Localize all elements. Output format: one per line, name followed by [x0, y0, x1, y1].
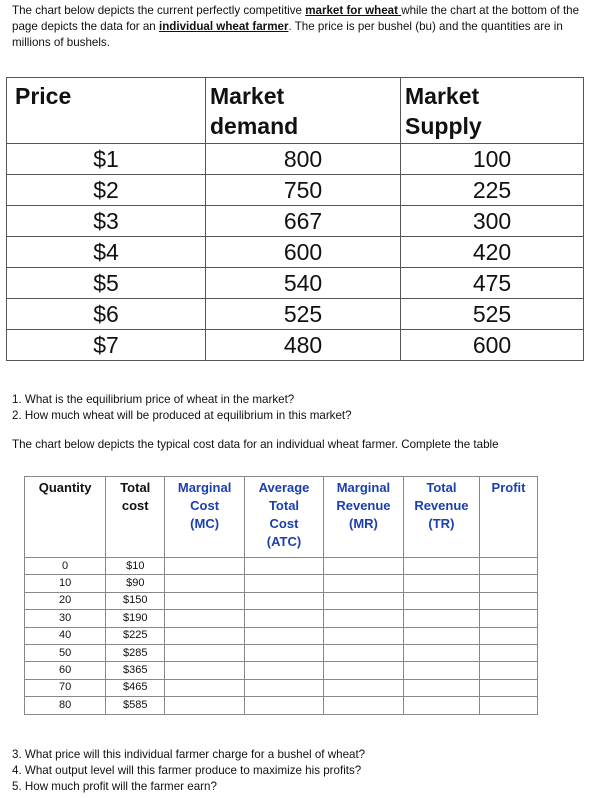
empty-answer-cell[interactable] — [480, 662, 538, 679]
header-line: (TR) — [428, 516, 455, 531]
empty-answer-cell[interactable] — [403, 558, 479, 575]
demand-cell: 600 — [206, 237, 401, 268]
intro-text-3: . The price is per bushel (bu) and the quantities are in millions of bushels. — [12, 20, 563, 49]
quantity-cell: 30 — [25, 610, 106, 627]
question-4: 4. What output level will this farmer produce to maximize his profits? — [12, 764, 362, 777]
empty-answer-cell[interactable] — [165, 679, 245, 696]
quantity-cell: 80 — [25, 697, 106, 714]
empty-answer-cell[interactable] — [165, 662, 245, 679]
price-cell: $2 — [7, 175, 206, 206]
cost-table-row — [25, 644, 538, 661]
header-line: Market — [210, 83, 285, 109]
market-header-demand — [206, 78, 401, 144]
header-line: Total — [426, 480, 457, 495]
empty-answer-cell[interactable] — [324, 697, 404, 714]
market-table-header-row — [7, 78, 584, 144]
empty-answer-cell[interactable] — [480, 592, 538, 609]
empty-answer-cell[interactable] — [165, 627, 245, 644]
total-cost-cell: $190 — [106, 610, 165, 627]
empty-answer-cell[interactable] — [324, 662, 404, 679]
demand-cell: 750 — [206, 175, 401, 206]
demand-cell: 800 — [206, 144, 401, 175]
market-table-row — [7, 144, 584, 175]
question-1: 1. What is the equilibrium price of wheat in the market? — [12, 393, 295, 406]
empty-answer-cell[interactable] — [165, 592, 245, 609]
empty-answer-cell[interactable] — [480, 558, 538, 575]
cost-table-row — [25, 679, 538, 696]
header-quantity — [25, 477, 106, 558]
supply-cell: 300 — [401, 206, 584, 237]
total-cost-cell: $465 — [106, 679, 165, 696]
empty-answer-cell[interactable] — [324, 644, 404, 661]
header-line: Cost — [190, 498, 220, 513]
empty-answer-cell[interactable] — [165, 558, 245, 575]
header-line: Market — [405, 83, 480, 109]
cost-table-row — [25, 627, 538, 644]
empty-answer-cell[interactable] — [403, 679, 479, 696]
header-line: Price — [15, 83, 72, 109]
empty-answer-cell[interactable] — [403, 592, 479, 609]
empty-answer-cell[interactable] — [324, 627, 404, 644]
intro-text-1: The chart below depicts the current perfectly competitive — [12, 4, 306, 17]
price-cell: $3 — [7, 206, 206, 237]
header-line: Profit — [491, 480, 526, 495]
cost-table — [24, 476, 538, 715]
market-table-row — [7, 206, 584, 237]
market-header-price — [7, 78, 206, 144]
empty-answer-cell[interactable] — [403, 610, 479, 627]
header-line: (MR) — [349, 516, 378, 531]
header-line: Revenue — [414, 498, 469, 513]
header-line: demand — [210, 113, 299, 139]
empty-answer-cell[interactable] — [244, 575, 323, 592]
demand-cell: 540 — [206, 268, 401, 299]
quantity-cell: 70 — [25, 679, 106, 696]
cost-table-row — [25, 697, 538, 714]
supply-cell: 600 — [401, 330, 584, 361]
empty-answer-cell[interactable] — [324, 575, 404, 592]
header-line: Total — [268, 498, 300, 513]
market-table-row — [7, 237, 584, 268]
header-line: Average — [258, 480, 310, 495]
total-cost-cell: $150 — [106, 592, 165, 609]
total-cost-cell: $585 — [106, 697, 165, 714]
header-total-revenue — [403, 477, 479, 558]
price-cell: $1 — [7, 144, 206, 175]
header-line: Quantity — [38, 480, 92, 495]
header-line: Total — [120, 480, 151, 495]
empty-answer-cell[interactable] — [244, 662, 323, 679]
total-cost-cell: $90 — [106, 575, 165, 592]
question-3: 3. What price will this individual farmer charge for a bushel of wheat? — [12, 748, 366, 761]
header-line: cost — [121, 498, 149, 513]
empty-answer-cell[interactable] — [480, 644, 538, 661]
quantity-cell: 10 — [25, 575, 106, 592]
header-line: Revenue — [336, 498, 391, 513]
total-cost-cell: $285 — [106, 644, 165, 661]
price-cell: $5 — [7, 268, 206, 299]
market-table-row — [7, 175, 584, 206]
demand-cell: 525 — [206, 299, 401, 330]
demand-cell: 480 — [206, 330, 401, 361]
empty-answer-cell[interactable] — [403, 662, 479, 679]
empty-answer-cell[interactable] — [480, 627, 538, 644]
empty-answer-cell[interactable] — [244, 592, 323, 609]
price-cell: $6 — [7, 299, 206, 330]
empty-answer-cell[interactable] — [165, 610, 245, 627]
quantity-cell: 20 — [25, 592, 106, 609]
empty-answer-cell[interactable] — [244, 610, 323, 627]
total-cost-cell: $225 — [106, 627, 165, 644]
intro-paragraph — [12, 3, 604, 51]
quantity-cell: 60 — [25, 662, 106, 679]
empty-answer-cell[interactable] — [165, 575, 245, 592]
market-table-row — [7, 299, 584, 330]
header-line: Marginal — [177, 480, 232, 495]
cost-table-intro: The chart below depicts the typical cost data for an individual wheat farmer. Complete the table — [12, 438, 499, 451]
supply-cell: 100 — [401, 144, 584, 175]
empty-answer-cell[interactable] — [324, 610, 404, 627]
quantity-cell: 40 — [25, 627, 106, 644]
questions-part-b — [12, 747, 365, 795]
supply-cell: 420 — [401, 237, 584, 268]
market-table-row — [7, 268, 584, 299]
total-cost-cell: $365 — [106, 662, 165, 679]
empty-answer-cell[interactable] — [403, 697, 479, 714]
empty-answer-cell[interactable] — [244, 644, 323, 661]
question-5: 5. How much profit will the farmer earn? — [12, 780, 217, 793]
header-line: (ATC) — [266, 534, 302, 549]
total-cost-cell: $10 — [106, 558, 165, 575]
cost-table-row — [25, 558, 538, 575]
empty-answer-cell[interactable] — [244, 679, 323, 696]
supply-cell: 525 — [401, 299, 584, 330]
empty-answer-cell[interactable] — [244, 558, 323, 575]
price-cell: $4 — [7, 237, 206, 268]
question-2: 2. How much wheat will be produced at equilibrium in this market? — [12, 409, 352, 422]
market-header-supply — [401, 78, 584, 144]
demand-cell: 667 — [206, 206, 401, 237]
empty-answer-cell[interactable] — [480, 679, 538, 696]
empty-answer-cell[interactable] — [244, 697, 323, 714]
empty-answer-cell[interactable] — [324, 679, 404, 696]
market-table-row — [7, 330, 584, 361]
header-line: (MC) — [190, 516, 220, 531]
individual-wheat-farmer-text: individual wheat farmer — [158, 20, 289, 33]
cost-table-row — [25, 592, 538, 609]
header-line: Marginal — [336, 480, 391, 495]
header-line: Supply — [405, 113, 482, 139]
empty-answer-cell[interactable] — [324, 592, 404, 609]
price-cell: $7 — [7, 330, 206, 361]
empty-answer-cell[interactable] — [165, 644, 245, 661]
cost-table-row — [25, 575, 538, 592]
empty-answer-cell[interactable] — [403, 575, 479, 592]
supply-cell: 225 — [401, 175, 584, 206]
intro-text-2: while the chart at the bottom of the page depicts the data for an — [12, 4, 580, 33]
questions-part-a — [12, 392, 352, 424]
header-profit — [480, 477, 538, 558]
header-total-cost — [106, 477, 165, 558]
supply-cell: 475 — [401, 268, 584, 299]
cost-table-header-row — [25, 477, 538, 558]
empty-answer-cell[interactable] — [480, 610, 538, 627]
empty-answer-cell[interactable] — [480, 697, 538, 714]
header-marginal-cost — [165, 477, 245, 558]
empty-answer-cell[interactable] — [324, 558, 404, 575]
empty-answer-cell[interactable] — [165, 697, 245, 714]
market-for-wheat-text: market for wheat — [305, 4, 402, 17]
empty-answer-cell[interactable] — [244, 627, 323, 644]
header-line: Cost — [269, 516, 299, 531]
empty-answer-cell[interactable] — [403, 644, 479, 661]
quantity-cell: 50 — [25, 644, 106, 661]
empty-answer-cell[interactable] — [480, 575, 538, 592]
market-table — [6, 77, 584, 361]
empty-answer-cell[interactable] — [403, 627, 479, 644]
header-marginal-revenue — [324, 477, 404, 558]
cost-table-row — [25, 610, 538, 627]
header-average-total-cost — [244, 477, 323, 558]
quantity-cell: 0 — [25, 558, 106, 575]
cost-table-row — [25, 662, 538, 679]
